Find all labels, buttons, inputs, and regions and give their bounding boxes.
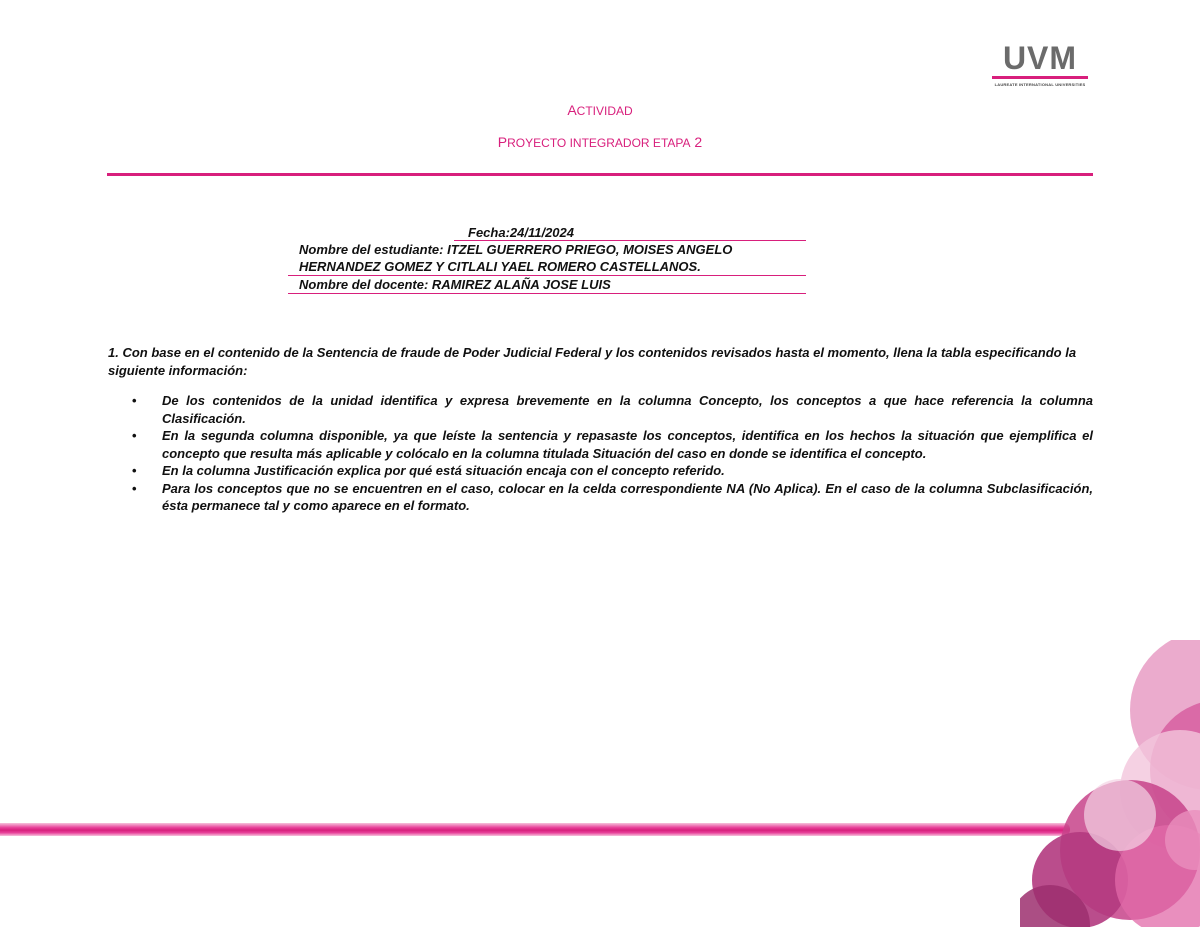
instructions-intro: 1. Con base en el contenido de la Sentencia de fraude de Poder Judicial Federal y los contenidos revisados hasta el momento, llena la tabla especificando la siguiente información: xyxy=(108,345,1077,378)
project-heading-initial: P xyxy=(497,134,508,150)
list-item xyxy=(108,427,1093,462)
list-item xyxy=(108,392,1093,427)
activity-heading-rest: CTIVIDAD xyxy=(576,104,633,118)
list-item-text: En la segunda columna disponible, ya que leíste la sentencia y repasaste los conceptos, identifica en los hechos la situación que ejemplifica el concepto que resulta más aplicable y colócalo en la columna titulada Situación del caso en donde se identifica el concepto. xyxy=(162,428,1093,461)
instructions-list xyxy=(108,392,1093,515)
list-item xyxy=(108,480,1093,515)
list-item-text: De los contenidos de la unidad identifica y expresa brevemente en la columna Concepto, los conceptos a que hace referencia la columna Clasificación. xyxy=(162,393,1093,426)
bullet-icon: • xyxy=(132,480,137,496)
bullet-icon: • xyxy=(132,428,137,443)
footer-bar xyxy=(0,823,1070,836)
project-heading-number: 2 xyxy=(690,134,703,150)
info-block xyxy=(288,224,806,294)
student-line: Nombre del estudiante: ITZEL GUERRERO PRIEGO, MOISES ANGELO HERNANDEZ GOMEZ Y CITLALI YAEL ROMERO CASTELLANOS. xyxy=(288,241,806,276)
list-item-text: En la columna Justificación explica por qué está situación encaja con el concepto referido. xyxy=(162,463,725,478)
decorative-circles xyxy=(1020,640,1200,927)
project-heading-rest: ROYECTO INTEGRADOR ETAPA xyxy=(507,136,691,150)
instructions xyxy=(108,344,1093,515)
logo-subtitle: LAUREATE INTERNATIONAL UNIVERSITIES xyxy=(994,82,1086,87)
uvm-logo xyxy=(992,42,1088,87)
bullet-icon: • xyxy=(132,393,137,408)
deco-circle xyxy=(1084,779,1156,851)
logo-text: UVM xyxy=(1002,40,1078,76)
teacher-line: Nombre del docente: RAMIREZ ALAÑA JOSE LUIS xyxy=(288,276,806,294)
project-heading xyxy=(0,134,1200,150)
list-item xyxy=(108,462,1093,480)
header-divider xyxy=(107,173,1093,176)
activity-heading xyxy=(0,102,1200,118)
bullet-icon: • xyxy=(132,463,137,478)
activity-heading-initial: A xyxy=(567,102,577,118)
logo-rule xyxy=(992,76,1088,79)
list-item-text: Para los conceptos que no se encuentren en el caso, colocar en la celda correspondiente NA (No Aplica). En el caso de la columna Subclasificación, ésta permanece tal y como aparece en el formato. xyxy=(162,480,1093,513)
date-line: Fecha:24/11/2024 xyxy=(288,224,806,241)
